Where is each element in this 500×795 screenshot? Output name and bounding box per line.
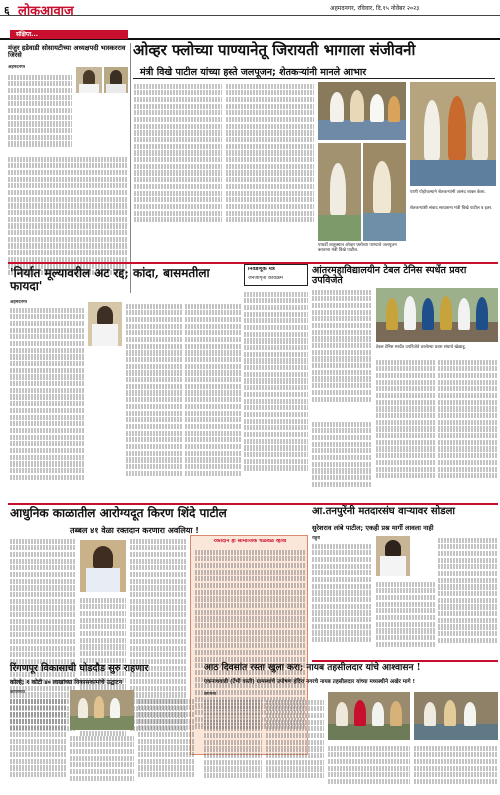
brief-box	[8, 43, 128, 293]
lead-col-1	[134, 82, 222, 242]
section-rule-2	[8, 503, 498, 505]
column-divider	[130, 43, 131, 293]
health-subhead: तब्बल ४१ वेळा रक्तदान करणारा अवलिया !	[70, 526, 199, 535]
election-col-1	[312, 542, 372, 657]
lead-photo-side	[410, 82, 496, 186]
road-photo	[70, 690, 134, 730]
onion-headline: 'निर्यात मूल्यावरील अट रद्द; कांदा, बासमतीला फायदा'	[10, 266, 210, 293]
protest-subhead: एकनाथवाडी (टेंभी वस्ती) ग्रामस्थांचे उपोषण इंदिरा नगरचे नायब तहसीलदार यांच्या मध्यस्थीने अखेर मागे !	[204, 679, 416, 685]
road-col-1	[10, 697, 66, 792]
road-col-2	[70, 734, 134, 792]
notice-subtitle: जनजागृती कार्यक्रम	[248, 276, 283, 281]
notice-title: निवडणूक यंत्र	[248, 267, 275, 272]
notice-box	[244, 264, 308, 286]
election-portrait	[376, 536, 410, 576]
onion-portrait	[88, 302, 122, 346]
election-headline: आ.तनपुरेंनी मतदारसंघ वाऱ्यावर सोडला	[312, 506, 455, 517]
brief-text-a	[8, 73, 72, 153]
health-col-2	[80, 596, 126, 755]
protest-photo-1	[328, 692, 410, 740]
road-subhead: कोल्हे; १ कोटी ४० लाखांच्या विकासकामांचे उद्घाटन	[10, 679, 123, 686]
onion-col-3	[185, 302, 241, 501]
road-headline: रिंगणपूर विकासाची घोडदौड सुरु राहणार	[10, 663, 149, 674]
lead-rule	[133, 78, 495, 79]
lead-caption-2: पाणी पोहोचल्याने शेतकऱ्यांनी आनंद व्यक्त केला.	[410, 190, 486, 195]
lead-caption-1: पाथर्डी तालुक्यात ओव्हर फ्लोच्या पाण्याचे जलपूजन करताना मंत्री विखे पाटील.	[318, 243, 397, 253]
protest-byline: संगमनेर	[204, 692, 217, 697]
sports-team-photo	[376, 288, 498, 342]
election-byline: राहुरी	[312, 536, 321, 541]
onion-byline: अहमदनगर	[10, 300, 28, 305]
brief-title: मंजुर हडेवाडी सोसायटीच्या अध्यक्षपदी भास्करराव जिरसे	[8, 44, 126, 59]
sports-col-1	[312, 288, 372, 418]
notice-text	[244, 290, 308, 501]
masthead-rule	[0, 15, 500, 16]
lead-headline: ओव्हर फ्लोच्या पाण्यानेतू जिरायती भागाला संजीवनी	[133, 41, 416, 59]
sports-headline: आंतरमहाविद्यालयीन टेबल टेनिस स्पर्धेत प्रवरा उपविजेते	[312, 265, 467, 286]
lead-caption-3: शेतकऱ्यांशी संवाद साधताना मंत्री विखे पाटील व इतर.	[410, 206, 493, 211]
road-byline: कोपरगाव	[10, 690, 25, 695]
protest-col-2	[266, 698, 324, 792]
onion-col-1	[10, 306, 84, 501]
onion-col-2	[126, 302, 182, 501]
election-col-2	[376, 580, 436, 657]
lead-photo-bottom-2	[363, 143, 406, 241]
election-col-3	[438, 536, 498, 657]
lead-subhead: मंत्री विखे पाटील यांच्या हस्ते जलपूजन; शेतकऱ्यांनी मानले आभार	[140, 67, 367, 78]
health-box-title: रक्तदान ही सामाजिक चळवळ व्हावी	[213, 539, 287, 544]
road-col-3	[138, 697, 194, 792]
protest-col-3	[328, 744, 410, 792]
sports-col-4	[312, 420, 372, 498]
sports-caption: टेबल टेनिस स्पर्धेत उपविजेते ठरलेल्या प्रवरा संघाचे खेळाडू.	[376, 345, 467, 350]
protest-headline: आठ दिवसांत रस्ता खुला करा; नायब तहसीलदार यांचे आश्वासन !	[204, 663, 421, 673]
health-headline: आधुनिक काळातील आरोग्यदूत किरण शिंदे पाटील	[10, 506, 227, 520]
protest-photo-2	[414, 692, 498, 740]
sports-col-3	[438, 358, 498, 498]
newspaper-logo: लोकआवाज	[18, 4, 74, 19]
brief-subtitle: अहमदनगर	[8, 65, 26, 70]
protest-col-1	[204, 698, 262, 792]
section-tag: संक्षिप्त...	[10, 30, 128, 39]
sports-col-2	[376, 358, 436, 498]
masthead	[0, 0, 500, 40]
edition-line: अहमदनगर, रविवार, दि.१५ नोवेंबर २०२३	[330, 5, 420, 12]
lead-photo-main	[318, 82, 406, 140]
page-number: ६	[4, 4, 10, 17]
lead-photo-bottom-1	[318, 143, 361, 241]
protest-col-4	[414, 744, 498, 792]
brief-portrait-1	[76, 67, 102, 93]
brief-portrait-2	[104, 67, 128, 93]
lead-col-2	[226, 82, 314, 242]
election-subhead: सुरेशराव लांबे पाटील; एकही प्रश्न मार्गी लावला नाही	[312, 524, 434, 532]
section-rule-3	[312, 660, 498, 662]
health-portrait	[80, 540, 126, 592]
